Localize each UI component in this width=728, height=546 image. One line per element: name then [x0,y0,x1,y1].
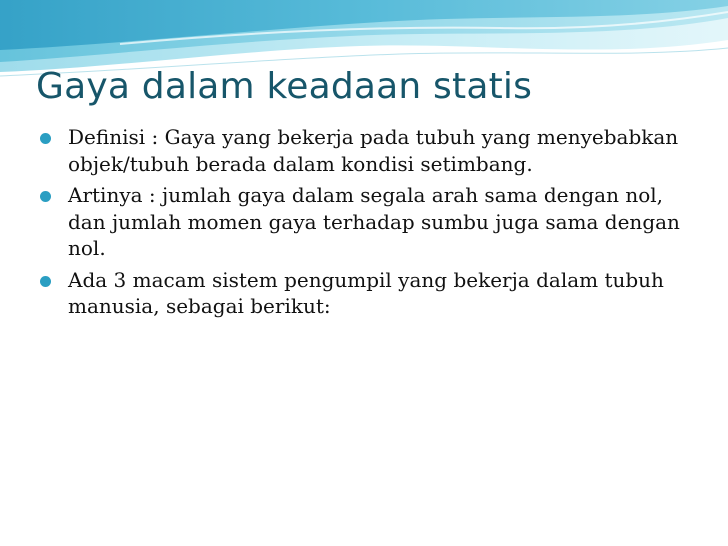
bullet-item-definisi [40,124,700,177]
bullet-icon [40,133,51,144]
bullet-item-sistem-pengumpil [40,267,700,320]
bullet-text: Definisi : Gaya yang bekerja pada tubuh yang menyebabkan objek/tubuh berada dalam kondisi setimbang. [68,125,679,176]
bullet-list [40,124,700,325]
bullet-text: Ada 3 macam sistem pengumpil yang bekerja dalam tubuh manusia, sebagai berikut: [68,267,664,318]
bullet-icon [40,276,51,287]
bullet-icon [40,191,51,202]
slide-title: Gaya dalam keadaan statis [36,66,533,107]
bullet-item-artinya [40,182,700,262]
bullet-text: Artinya : jumlah gaya dalam segala arah sama dengan nol, dan jumlah momen gaya terhadap sumbu juga sama dengan nol. [68,183,680,260]
